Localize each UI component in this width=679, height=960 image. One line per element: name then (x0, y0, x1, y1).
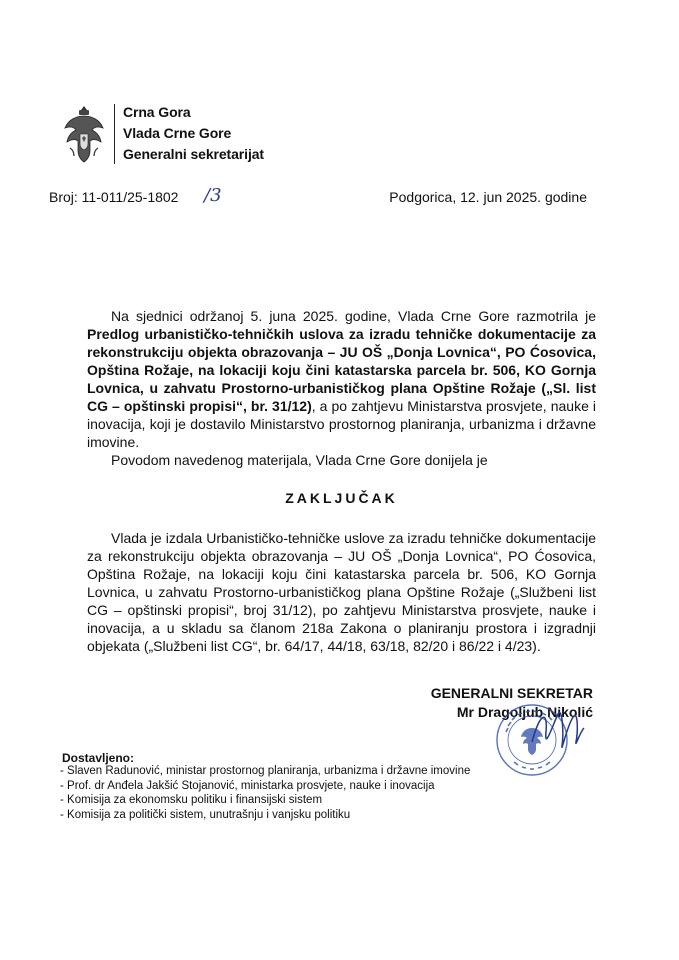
intro-subject: Predlog urbanističko-tehničkih uslova za izradu tehničke dokumentacije za rekonstrukciju objekta obrazovanja – JU OŠ „Donja Lovnica“, PO Ćosovica, Opština Rožaje, na lokaciji koju čini katastarska parcela br. 506, KO Gornja Lovnica, u zahvatu Prostorno-urbanističkog plana Opštine Rožaje („Sl. list CG – opštinski propisi“, br. 31/12) (87, 326, 596, 414)
conclusion-paragraph: Vlada je izdala Urbanističko-tehničke uslove za izradu tehničke dokumentacije za rekonstrukciju objekta obrazovanja – JU OŠ „Donja Lovnica“, PO Ćosovica, Opština Rožaje, na lokaciji koju čini katastarska parcela br. 506, KO Gornja Lovnica, u zahvatu Prostorno-urbanističkog plana Opštine Rožaje („Službeni list CG – opštinski propisi“, broj 31/12), po zahtjevu Ministarstva prosvjete, nauke i inovacija, a u skladu sa članom 218a Zakona o planiranju prostora i izgradnji objekata („Službeni list CG“, br. 64/17, 44/18, 63/18, 82/20 i 86/22 i 4/23). (87, 530, 596, 654)
place-date: Podgorica, 12. jun 2025. godine (389, 189, 587, 205)
distribution-item: - Komisija za politički sistem, unutrašnju i vanjsku politiku (60, 808, 351, 821)
signatory-title: GENERALNI SEKRETAR (430, 685, 593, 701)
conclusion-heading: ZAKLJUČAK (285, 490, 398, 506)
intro-paragraph (87, 307, 596, 451)
reference-number: Broj: 11-011/25-1802 (49, 189, 179, 205)
country-name: Crna Gora (123, 104, 191, 120)
intro-rest: , a po zahtjevu Ministarstva prosvjete, nauke i inovacija, koji je dostavilo Ministarstvo prostornog planiranja, urbanizma i državne imovine. (87, 398, 596, 450)
header-divider (114, 104, 115, 164)
government-name: Vlada Crne Gore (123, 125, 232, 141)
handwritten-reference: /3 (204, 185, 222, 206)
coat-of-arms-icon (62, 104, 106, 164)
intro-text: Na sjednici održanoj 5. juna 2025. godine, Vlada Crne Gore razmotrila je (111, 308, 596, 324)
distribution-list (60, 764, 470, 822)
distribution-item: - Komisija za ekonomsku politiku i finansijski sistem (60, 794, 323, 806)
decision-intro: Povodom navedenog materijala, Vlada Crne Gore donijela je (111, 452, 488, 468)
distribution-item: - Prof. dr Anđela Jakšić Stojanović, ministarka prosvjete, nauke i inovacija (60, 779, 435, 792)
document-body (87, 307, 596, 655)
distribution-item: - Slaven Radunović, ministar prostornog planiranja, urbanizma i državne imovine (60, 765, 471, 777)
signature-icon (528, 702, 588, 762)
distribution-label: Dostavljeno: (62, 751, 135, 765)
signatory-name: Mr Dragoljub Nikolić (456, 704, 593, 720)
office-name: Generalni sekretarijat (123, 146, 264, 162)
